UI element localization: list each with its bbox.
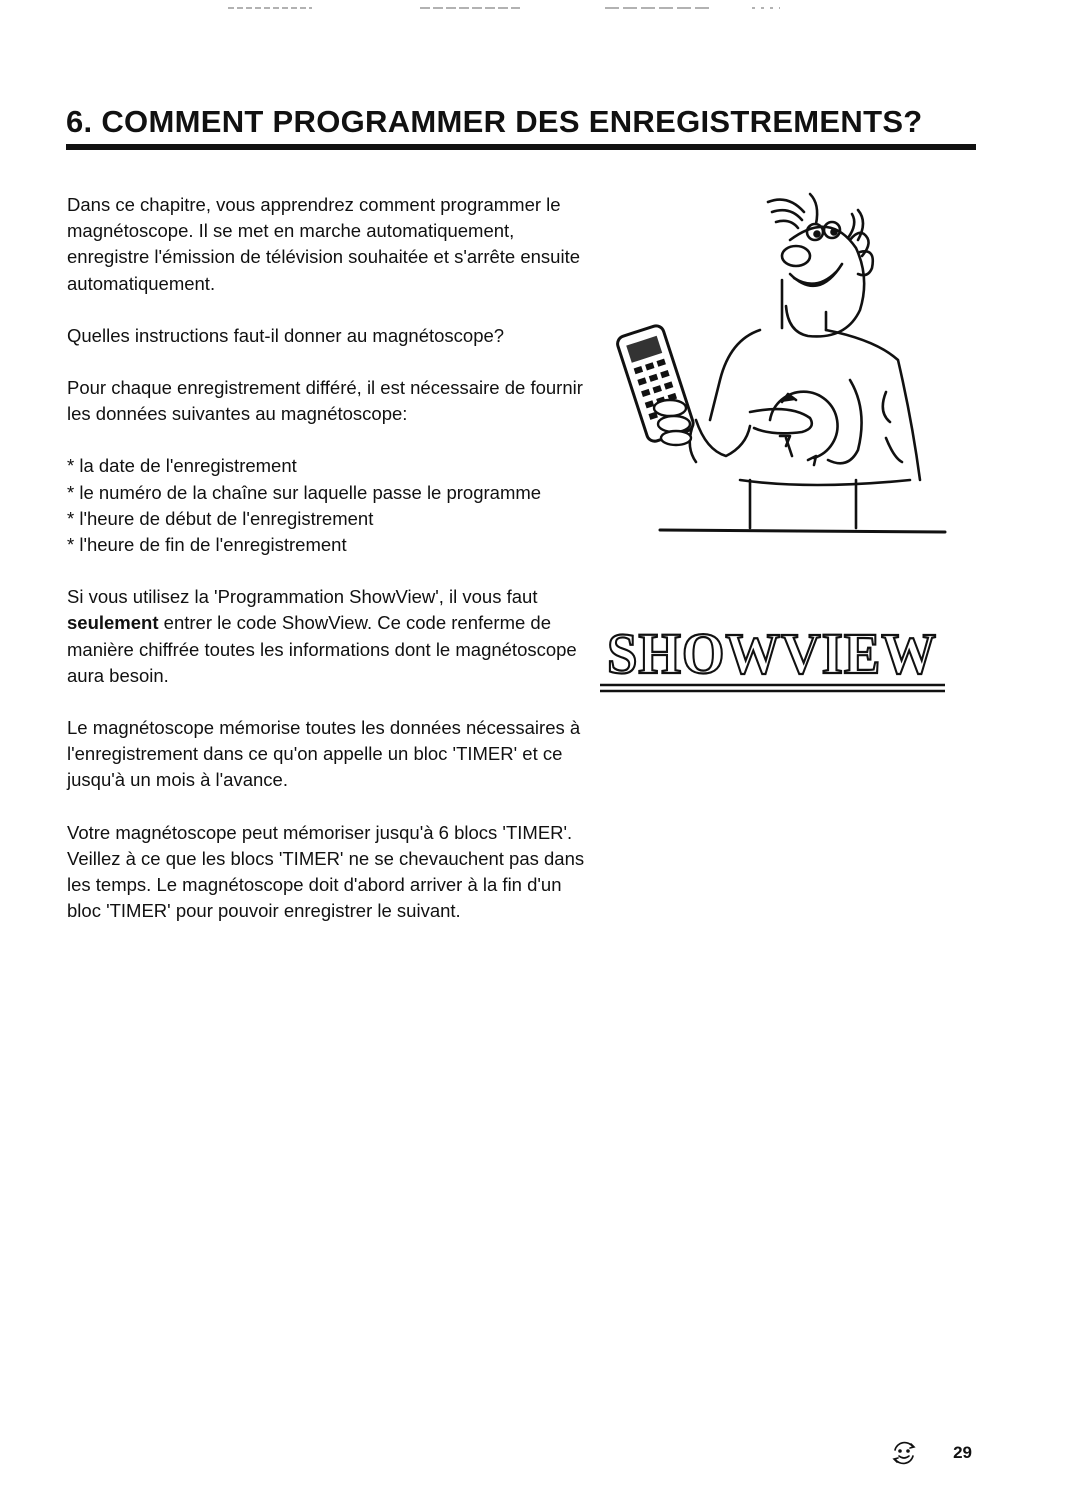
paragraph-timer-block: Le magnétoscope mémorise toutes les données nécessaires à l'enregistrement dans ce qu'on appelle un bloc 'TIMER' et ce jusqu'à un mois à l'avance.	[67, 717, 581, 791]
required-data-list	[67, 453, 592, 558]
paragraph-timer-count: Votre magnétoscope peut mémoriser jusqu'à 6 blocs 'TIMER'.	[67, 821, 573, 843]
timer-smiley-icon	[889, 1438, 919, 1468]
paragraph-showview	[67, 584, 592, 689]
list-item: * le numéro de la chaîne sur laquelle passe le programme	[67, 481, 542, 503]
paragraph-intro: Dans ce chapitre, vous apprendrez comment programmer le magnétoscope. Il se met en marche automatiquement, enregistre l'émission de télévision souhaitée et s'arrête ensuite automatiquement.	[67, 194, 581, 294]
paragraph-question: Quelles instructions faut-il donner au magnétoscope?	[67, 324, 505, 346]
main-text	[67, 192, 592, 950]
title-underline	[66, 144, 976, 150]
list-item: * la date de l'enregistrement	[67, 455, 297, 477]
list-item: * l'heure de fin de l'enregistrement	[67, 534, 347, 556]
cartoon-man-with-remote-icon	[600, 180, 950, 540]
page-number: 29	[953, 1443, 972, 1462]
page-title: 6. COMMENT PROGRAMMER DES ENREGISTREMENTS?	[66, 104, 923, 139]
showview-logo	[600, 605, 945, 697]
showview-text-start: Si vous utilisez la 'Programmation ShowView', il vous faut	[67, 586, 538, 608]
scan-artifacts	[0, 0, 1080, 20]
emphasis-seulement: seulement	[67, 612, 159, 634]
showview-logo-text: SHOWVIEW	[607, 621, 937, 686]
page-footer	[889, 1438, 972, 1468]
showview-text-end: entrer le code ShowView. Ce code renferme de manière chiffrée toutes les informations dont le magnétoscope aura besoin.	[67, 612, 577, 686]
list-item: * l'heure de début de l'enregistrement	[67, 507, 374, 529]
paragraph-timer-overlap: Veillez à ce que les blocs 'TIMER' ne se chevauchent pas dans les temps. Le magnétoscope doit d'abord arriver à la fin d'un bloc 'TIMER' pour pouvoir enregistrer le suivant.	[67, 847, 585, 922]
paragraph-data-needed: Pour chaque enregistrement différé, il est nécessaire de fournir les données suivantes au magnétoscope:	[67, 377, 583, 425]
